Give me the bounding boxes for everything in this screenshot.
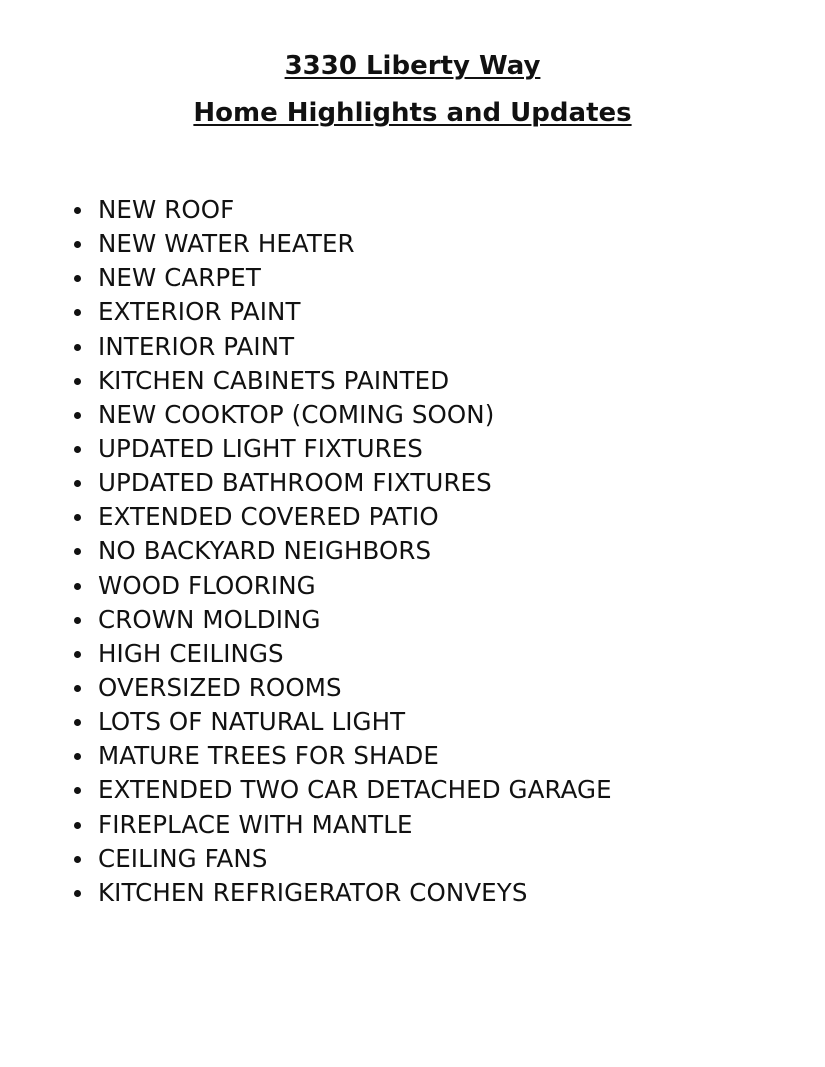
list-item-text: FIREPLACE WITH MANTLE (98, 809, 413, 839)
list-item-text: NO BACKYARD NEIGHBORS (98, 536, 432, 566)
list-item-text: INTERIOR PAINT (98, 331, 295, 361)
list-item (71, 466, 612, 500)
bullet-icon (74, 719, 81, 726)
list-item (71, 500, 612, 534)
list-item (71, 364, 612, 398)
bullet-icon (74, 480, 81, 487)
bullet-icon (74, 344, 81, 351)
list-item (71, 534, 612, 568)
page-subtitle: Home Highlights and Updates (193, 98, 632, 128)
list-item (71, 398, 612, 432)
list-item (71, 330, 612, 364)
list-item-text: OVERSIZED ROOMS (98, 672, 342, 702)
list-item-text: UPDATED BATHROOM FIXTURES (98, 468, 492, 498)
list-item-text: EXTENDED TWO CAR DETACHED GARAGE (98, 775, 612, 805)
list-item (71, 842, 612, 876)
bullet-icon (74, 617, 81, 624)
bullet-icon (74, 685, 81, 692)
list-item-text: NEW ROOF (98, 195, 235, 224)
list-item-text: KITCHEN REFRIGERATOR CONVEYS (98, 877, 528, 907)
list-item-text: WOOD FLOORING (98, 570, 316, 600)
list-item-text: LOTS OF NATURAL LIGHT (98, 707, 406, 737)
bullet-icon (74, 651, 81, 658)
bullet-icon (74, 890, 81, 897)
bullet-icon (74, 309, 81, 316)
list-item-text: MATURE TREES FOR SHADE (98, 741, 439, 771)
list-item-text: NEW COOKTOP (COMING SOON) (98, 399, 495, 429)
list-item-text: KITCHEN CABINETS PAINTED (98, 365, 450, 395)
list-item (71, 739, 612, 773)
list-item (71, 671, 612, 705)
page-title: 3330 Liberty Way (284, 51, 541, 81)
bullet-icon (74, 514, 81, 521)
list-item-text: HIGH CEILINGS (98, 638, 284, 668)
list-item-text: EXTENDED COVERED PATIO (98, 502, 439, 532)
list-item-text: NEW WATER HEATER (98, 229, 355, 259)
list-item-text: CROWN MOLDING (98, 604, 321, 634)
bullet-icon (74, 822, 81, 829)
list-item-text: CEILING FANS (98, 843, 268, 873)
list-item (71, 773, 612, 807)
bullet-icon (74, 378, 81, 385)
list-item (71, 637, 612, 671)
list-item (71, 705, 612, 739)
list-item (71, 193, 612, 227)
bullet-icon (74, 787, 81, 794)
highlights-list (71, 193, 612, 910)
list-item-text: EXTERIOR PAINT (98, 297, 301, 327)
list-item (71, 876, 612, 910)
list-item (71, 227, 612, 261)
bullet-icon (74, 548, 81, 555)
bullet-icon (74, 412, 81, 419)
bullet-icon (74, 275, 81, 282)
list-item (71, 261, 612, 295)
bullet-icon (74, 583, 81, 590)
bullet-icon (74, 856, 81, 863)
list-item (71, 603, 612, 637)
list-item-text: UPDATED LIGHT FIXTURES (98, 433, 423, 463)
bullet-icon (74, 446, 81, 453)
list-item (71, 808, 612, 842)
list-item (71, 569, 612, 603)
list-item (71, 295, 612, 329)
list-item (71, 432, 612, 466)
list-item-text: NEW CARPET (98, 263, 261, 293)
bullet-icon (74, 207, 81, 214)
bullet-icon (74, 241, 81, 248)
bullet-icon (74, 753, 81, 760)
